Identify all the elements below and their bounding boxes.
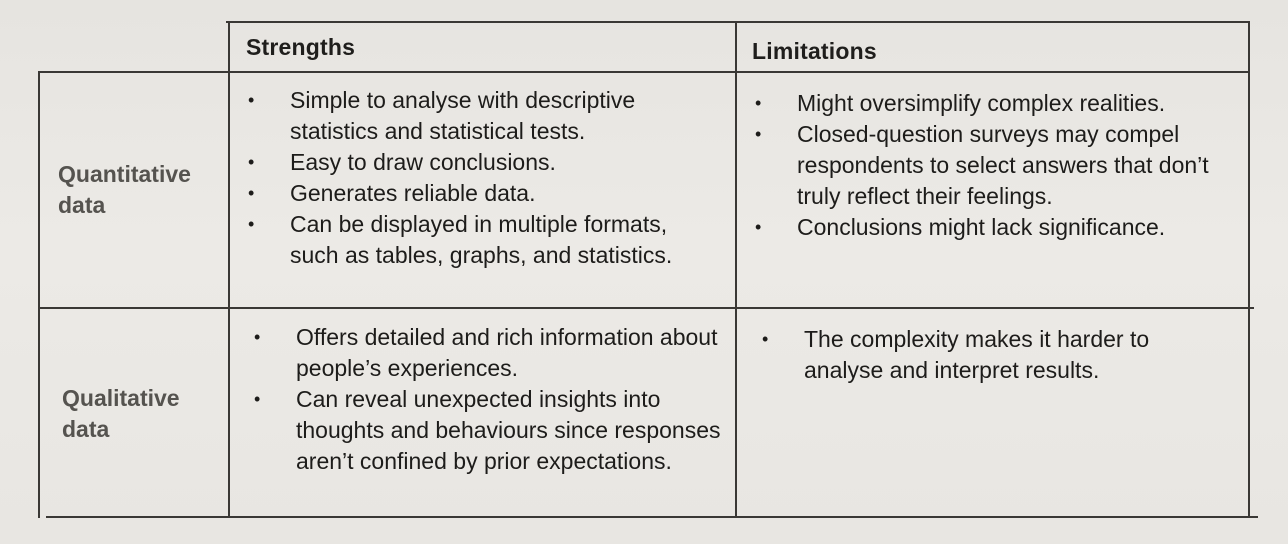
list-item-text: Can reveal unexpected insights into thoughts and behaviours since responses aren’t confined by prior expectations. xyxy=(296,386,721,474)
bullet-icon: • xyxy=(248,152,255,172)
list-item-text: Might oversimplify complex realities. xyxy=(797,90,1166,116)
list-item-text: Easy to draw conclusions. xyxy=(290,149,556,175)
bullet-list xyxy=(246,322,726,477)
bullet-list xyxy=(240,85,720,271)
bullet-icon: • xyxy=(254,327,261,347)
list-item xyxy=(747,88,1242,119)
row-label-line: Qualitative xyxy=(62,385,180,411)
list-item-text: Closed-question surveys may compel respondents to select answers that don’t truly reflect their feelings. xyxy=(797,121,1209,209)
quantitative-strengths-cell xyxy=(240,85,720,271)
table-left-border xyxy=(38,71,40,518)
list-item xyxy=(240,178,720,209)
list-item xyxy=(747,212,1242,243)
bullet-icon: • xyxy=(755,93,762,113)
list-item xyxy=(747,119,1242,212)
middle-column-border xyxy=(735,21,737,518)
row-label-line: Quantitative xyxy=(58,161,191,187)
bullet-icon: • xyxy=(762,329,769,349)
row-label-quantitative xyxy=(58,159,191,221)
row-divider xyxy=(40,307,1254,309)
table-right-border xyxy=(1248,21,1250,518)
list-item xyxy=(240,85,720,147)
bullet-list xyxy=(754,324,1234,386)
table-top-border xyxy=(226,21,1248,23)
bullet-icon: • xyxy=(248,90,255,110)
list-item-text: Simple to analyse with descriptive statistics and statistical tests. xyxy=(290,87,636,144)
bullet-icon: • xyxy=(248,214,255,234)
header-bottom-border xyxy=(38,71,1250,73)
header-strengths: Strengths xyxy=(246,34,356,60)
list-item xyxy=(240,209,720,271)
list-item-text: Offers detailed and rich information about people’s experiences. xyxy=(296,324,718,381)
bullet-list xyxy=(747,88,1242,243)
quantitative-limitations-cell xyxy=(747,88,1242,243)
header-limitations: Limitations xyxy=(752,38,877,64)
label-column-border xyxy=(228,21,230,518)
bullet-icon: • xyxy=(254,389,261,409)
list-item-text: Generates reliable data. xyxy=(290,180,536,206)
bullet-icon: • xyxy=(755,217,762,237)
row-label-line: data xyxy=(58,192,106,218)
bullet-icon: • xyxy=(755,124,762,144)
list-item-text: Conclusions might lack significance. xyxy=(797,214,1166,240)
qualitative-limitations-cell xyxy=(754,324,1234,386)
list-item-text: Can be displayed in multiple formats, such as tables, graphs, and statistics. xyxy=(290,211,673,268)
row-label-line: data xyxy=(62,416,110,442)
qualitative-strengths-cell xyxy=(246,322,726,477)
list-item-text: The complexity makes it harder to analyse and interpret results. xyxy=(804,326,1150,383)
row-label-qualitative xyxy=(62,383,180,445)
list-item xyxy=(246,384,726,477)
list-item xyxy=(754,324,1234,386)
list-item xyxy=(246,322,726,384)
bullet-icon: • xyxy=(248,183,255,203)
list-item xyxy=(240,147,720,178)
